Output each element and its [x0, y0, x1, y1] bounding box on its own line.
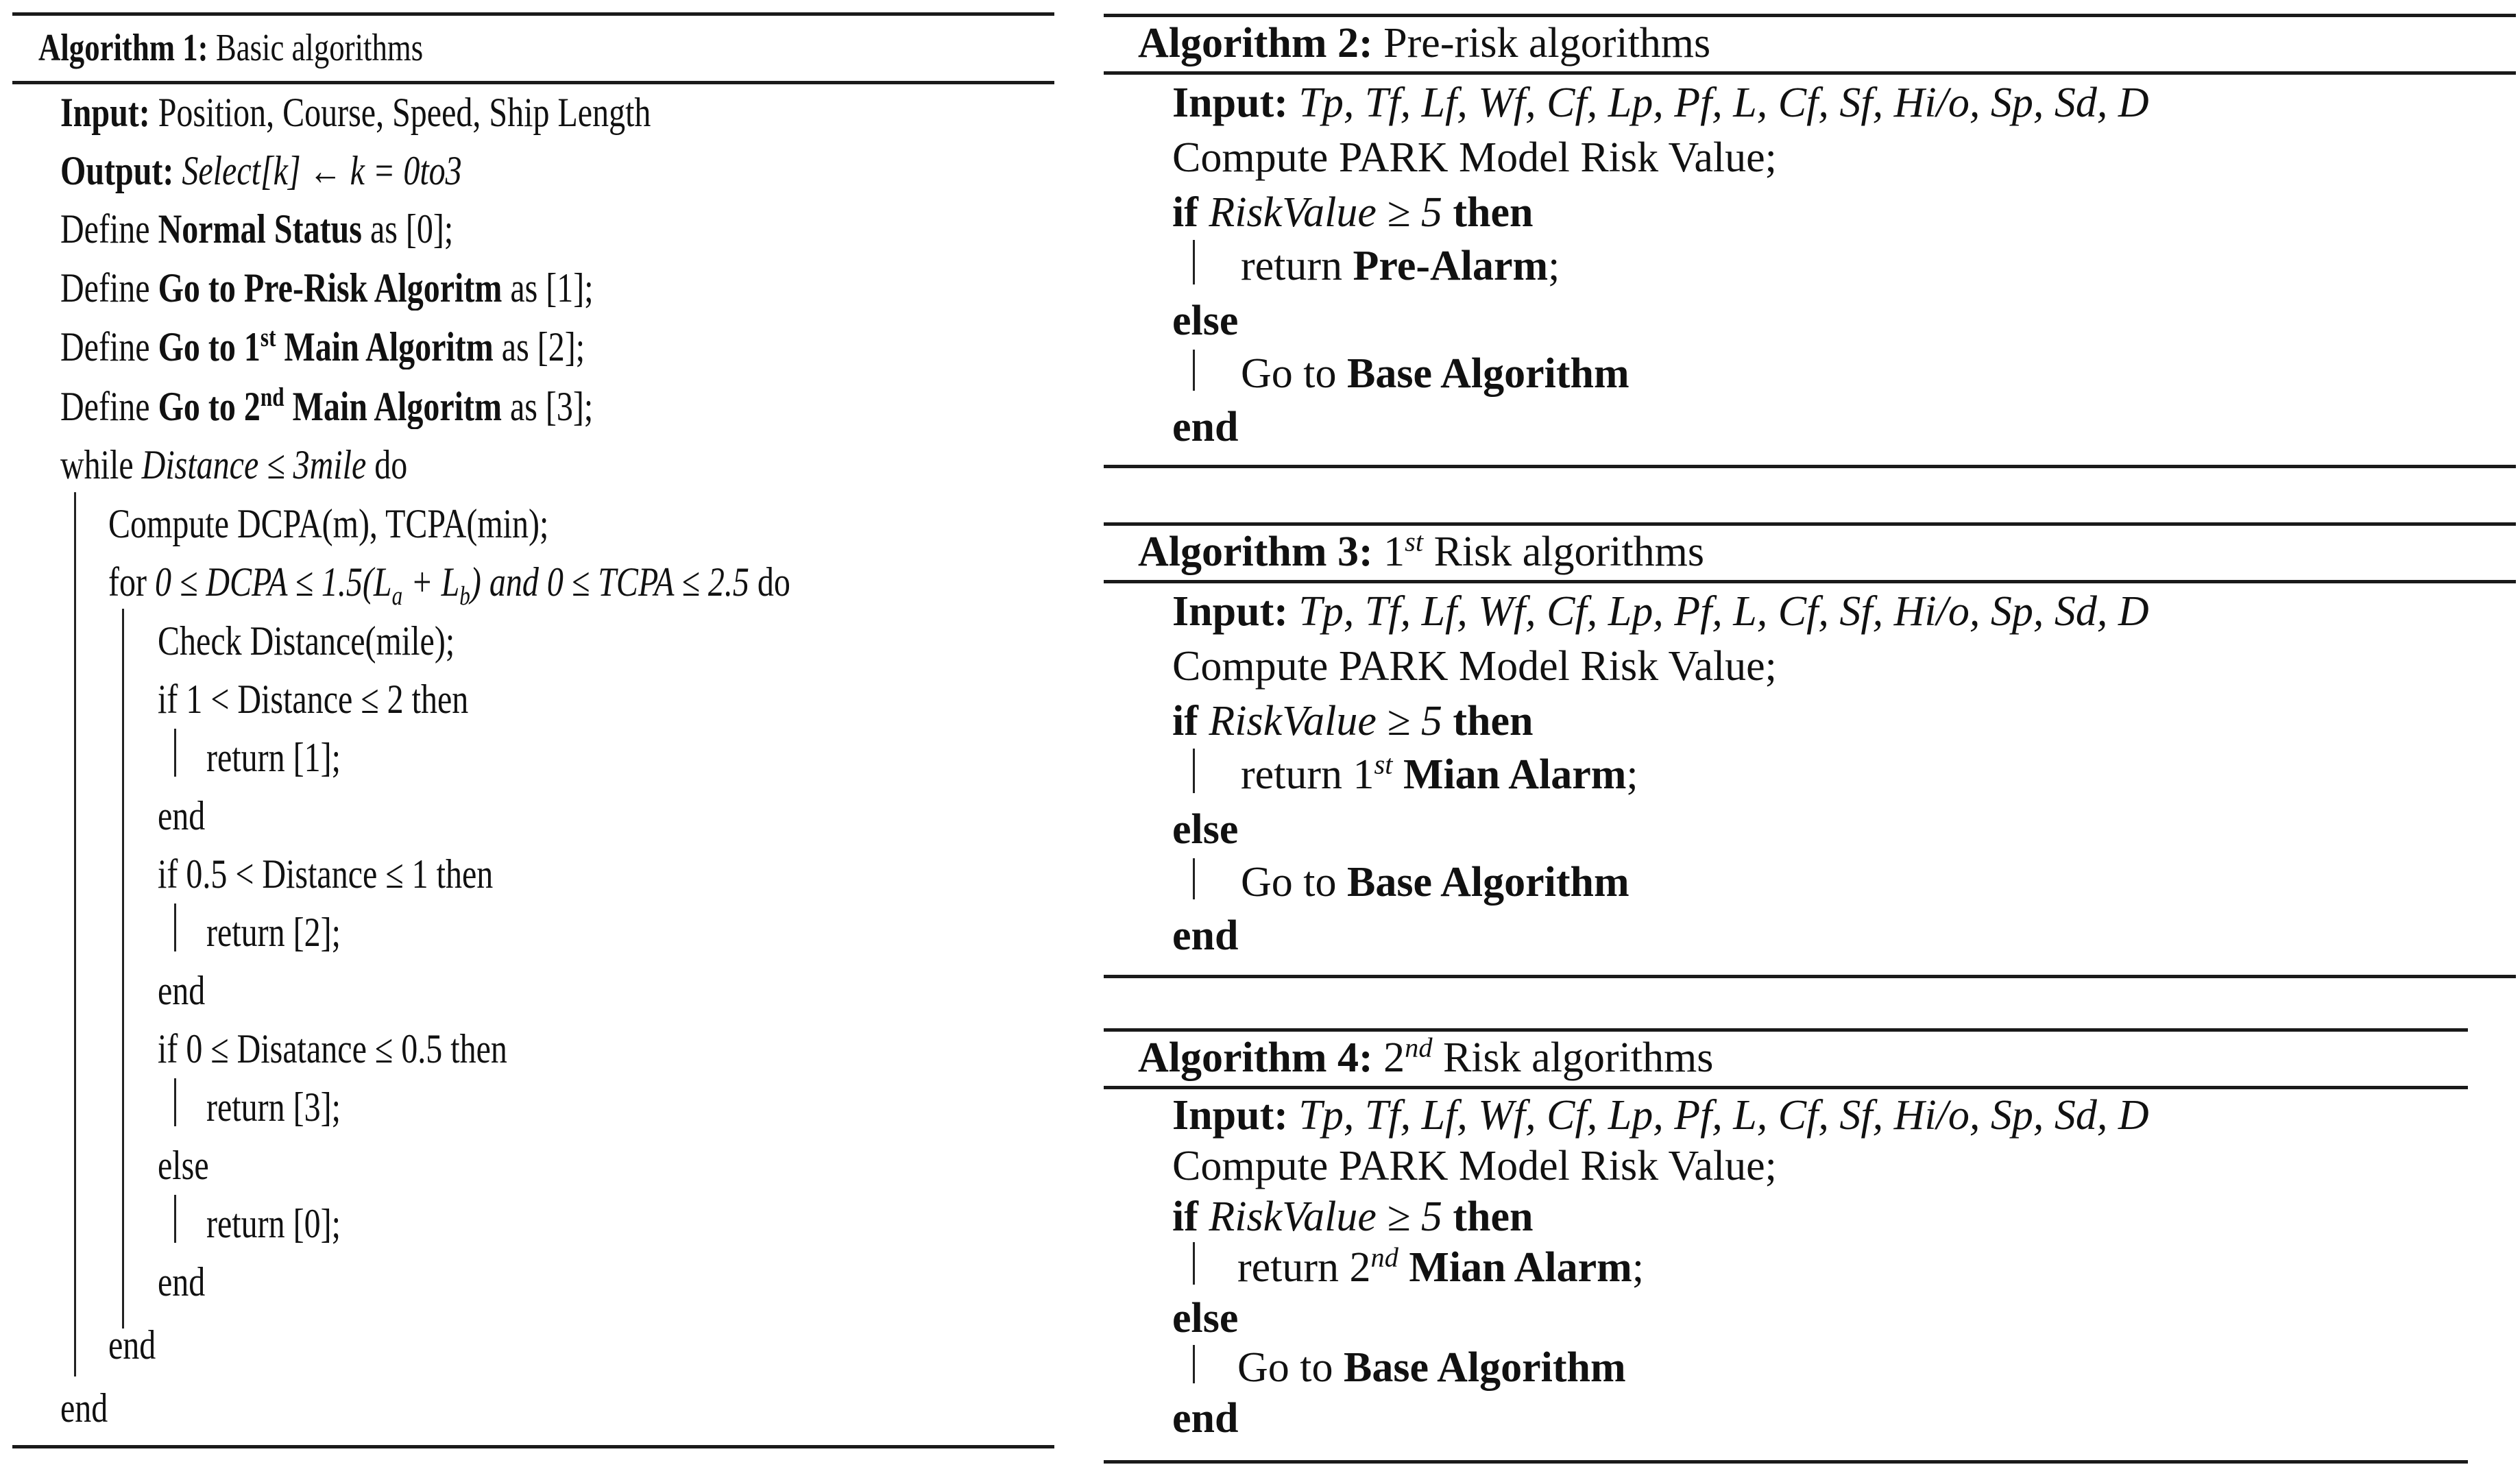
- if-line: [1172, 1193, 1534, 1241]
- subscript: a: [391, 581, 403, 611]
- return-line: [1237, 1241, 1645, 1292]
- if-condition: if 0 ≤ Disatance ≤ 0.5 then: [158, 1026, 507, 1071]
- else-keyword: else: [1172, 298, 1239, 344]
- check-text: Check Distance(mile);: [158, 618, 455, 664]
- define-line-3: [60, 324, 585, 371]
- if-line: [1172, 697, 1534, 746]
- define-keyword: Define: [60, 265, 150, 311]
- return-line-1: [206, 734, 341, 781]
- caption-title: Risk algorithms: [1433, 529, 1704, 575]
- if-line-1: [158, 676, 468, 723]
- if-condition: RiskValue ≥ 5: [1209, 189, 1442, 236]
- bottom-rule: [1104, 1460, 2468, 1464]
- return-text: return [0];: [206, 1201, 341, 1246]
- define-line-4: [60, 383, 593, 430]
- algorithm-2-caption: [1138, 19, 1710, 68]
- for-condition: [154, 559, 481, 611]
- algorithm-1-caption: [38, 26, 423, 70]
- return-line-0: [206, 1200, 341, 1248]
- ordinal-sup: st: [260, 323, 276, 352]
- algorithm-4-caption: [1138, 1034, 1713, 1082]
- goto-text: Go to: [1237, 1344, 1333, 1391]
- output-text: Select[k] ← k = 0to3: [182, 148, 462, 193]
- if-block-bar: [1193, 749, 1195, 793]
- for-cond-part: 0 ≤ DCPA ≤ 1.5(L: [154, 559, 392, 605]
- else-keyword: else: [1172, 1295, 1239, 1342]
- algorithm-3-box: [1104, 522, 2516, 982]
- input-line: [1172, 1091, 2149, 1140]
- else-block-bar: [1193, 350, 1195, 391]
- goto-line: [1241, 350, 1629, 398]
- end-keyword: end: [158, 968, 206, 1013]
- semicolon: ;: [1548, 243, 1560, 289]
- bottom-rule: [12, 1445, 1054, 1448]
- else-keyword: else: [158, 1143, 209, 1188]
- compute-text: Compute PARK Model Risk Value;: [1172, 1143, 1777, 1189]
- caption-rule: [12, 81, 1054, 84]
- return-line: [1241, 242, 1560, 291]
- top-rule: [12, 12, 1054, 16]
- then-keyword: then: [1453, 189, 1534, 236]
- define-name-part: Go to 2: [158, 384, 261, 429]
- else-block-bar: [1193, 1345, 1195, 1383]
- top-rule: [1104, 522, 2516, 526]
- end-keyword: end: [1172, 912, 1239, 959]
- compute-line: [1172, 1142, 1777, 1191]
- return-value: Pre-Alarm: [1353, 243, 1549, 289]
- check-line: [158, 618, 455, 665]
- top-rule: [1104, 1028, 2468, 1032]
- input-line: [1172, 587, 2149, 636]
- compute-text: Compute DCPA(m), TCPA(min);: [108, 501, 549, 546]
- for-cond-part: ): [470, 559, 481, 605]
- return-keyword: return 2: [1237, 1244, 1371, 1291]
- do-keyword: do: [374, 442, 408, 487]
- if-line: [1172, 189, 1534, 237]
- ordinal-sup: nd: [1405, 1032, 1433, 1063]
- if-keyword: if: [1172, 698, 1198, 744]
- if-block-bar: [1193, 240, 1195, 284]
- caption-title: Basic algorithms: [215, 27, 424, 69]
- caption-title: Risk algorithms: [1442, 1034, 1714, 1081]
- if-keyword: if: [1172, 1193, 1198, 1240]
- input-text: Tp, Tf, Lf, Wf, Cf, Lp, Pf, L, Cf, Sf, Hi/o, Sp, Sd, D: [1298, 1092, 2149, 1139]
- ordinal-sup: nd: [1370, 1241, 1398, 1273]
- goto-target: Base Algorithm: [1347, 859, 1629, 906]
- return-text: return [2];: [206, 910, 341, 955]
- return-line-2: [206, 909, 341, 956]
- end-keyword: end: [1172, 404, 1239, 450]
- if-condition: RiskValue ≥ 5: [1209, 698, 1442, 744]
- ordinal-sup: nd: [260, 383, 284, 412]
- return-line: [1241, 751, 1638, 799]
- while-condition: Distance ≤ 3mile: [141, 442, 367, 487]
- if-block-bar: [174, 903, 176, 951]
- define-line-1: [60, 206, 453, 253]
- return-line-3: [206, 1084, 341, 1131]
- do-keyword: do: [757, 559, 790, 605]
- input-text: Position, Course, Speed, Ship Length: [158, 90, 651, 135]
- compute-text: Compute PARK Model Risk Value;: [1172, 643, 1777, 690]
- if-block-bar: [1193, 1242, 1195, 1285]
- define-value: as [0];: [369, 206, 454, 252]
- define-name: Normal Status: [158, 206, 362, 252]
- else-block-bar: [1193, 858, 1195, 899]
- semicolon: ;: [1632, 1244, 1645, 1291]
- caption-number: 2: [1383, 1034, 1405, 1081]
- caption-number: 1: [1383, 529, 1405, 575]
- goto-target: Base Algorithm: [1344, 1344, 1626, 1391]
- top-rule: [1104, 14, 2516, 17]
- else-block-bar: [174, 1195, 176, 1243]
- end-for: [108, 1322, 156, 1369]
- end-line: [1172, 403, 1238, 452]
- define-value: as [3];: [509, 384, 594, 429]
- define-name-part: Main Algoritm: [276, 324, 494, 369]
- algorithm-2-box: [1104, 14, 2516, 473]
- define-line-2: [60, 265, 594, 312]
- then-keyword: then: [1453, 698, 1534, 744]
- output-label: Output:: [60, 148, 174, 193]
- bottom-rule: [1104, 975, 2516, 978]
- else-keyword: else: [1172, 806, 1239, 853]
- define-name: [158, 324, 494, 369]
- compute-line: [108, 500, 548, 548]
- end-keyword: end: [108, 1322, 156, 1368]
- while-block-bar: [74, 492, 76, 1376]
- if-block-bar: [174, 1078, 176, 1126]
- end-keyword: end: [1172, 1395, 1239, 1442]
- if-keyword: if: [1172, 189, 1198, 236]
- else-line: [1172, 805, 1238, 854]
- if-line-3: [158, 1026, 507, 1073]
- input-line: [1172, 79, 2149, 128]
- compute-line: [1172, 134, 1777, 182]
- input-line: [60, 89, 651, 136]
- compute-text: Compute PARK Model Risk Value;: [1172, 134, 1777, 181]
- input-label: Input:: [1172, 1092, 1288, 1139]
- else-line: [158, 1142, 209, 1189]
- end-keyword: end: [158, 1259, 206, 1305]
- return-value: Mian Alarm: [1409, 1244, 1632, 1291]
- define-value: as [2];: [501, 324, 585, 369]
- end-keyword: end: [158, 793, 206, 838]
- define-name: Go to Pre-Risk Algoritm: [158, 265, 502, 311]
- caption-prefix: Algorithm 3:: [1138, 529, 1373, 575]
- caption-rule: [1104, 580, 2516, 583]
- subscript: b: [459, 581, 470, 611]
- for-cond-part: + L: [402, 559, 460, 605]
- input-label: Input:: [1172, 80, 1288, 126]
- return-keyword: return 1: [1241, 751, 1374, 798]
- if-line-2: [158, 851, 493, 898]
- end-if-2: [158, 967, 205, 1015]
- define-name-part: Go to 1: [158, 324, 261, 369]
- for-condition-2: 0 ≤ TCPA ≤ 2.5: [546, 559, 749, 605]
- compute-line: [1172, 642, 1777, 691]
- end-keyword: end: [60, 1385, 108, 1431]
- else-line: [1172, 1294, 1238, 1343]
- input-label: Input:: [1172, 588, 1288, 635]
- while-line: [60, 441, 407, 489]
- algorithm-4-box: [1104, 1028, 2468, 1467]
- caption-rule: [1104, 71, 2516, 75]
- caption-prefix: Algorithm 2:: [1138, 20, 1373, 66]
- caption-prefix: Algorithm 1:: [38, 27, 208, 69]
- semicolon: ;: [1626, 751, 1638, 798]
- if-condition: RiskValue ≥ 5: [1209, 1193, 1442, 1240]
- ordinal-sup: st: [1374, 749, 1393, 780]
- return-keyword: return: [1241, 243, 1343, 289]
- algorithm-1-box: [12, 12, 1054, 1466]
- caption-prefix: Algorithm 4:: [1138, 1034, 1373, 1081]
- define-name-part: Main Algoritm: [284, 384, 502, 429]
- caption-title: Pre-risk algorithms: [1383, 20, 1711, 66]
- goto-text: Go to: [1241, 350, 1337, 397]
- bottom-rule: [1104, 465, 2516, 468]
- for-block-bar: [122, 609, 124, 1329]
- define-name: [158, 384, 502, 429]
- caption-rule: [1104, 1086, 2468, 1089]
- for-line: [108, 559, 790, 611]
- end-line: [1172, 1394, 1238, 1443]
- goto-line: [1237, 1344, 1626, 1392]
- input-text: Tp, Tf, Lf, Wf, Cf, Lp, Pf, L, Cf, Sf, Hi/o, Sp, Sd, D: [1298, 588, 2149, 635]
- return-value: Mian Alarm: [1403, 751, 1627, 798]
- for-keyword: for: [108, 559, 147, 605]
- input-text: Tp, Tf, Lf, Wf, Cf, Lp, Pf, L, Cf, Sf, Hi/o, Sp, Sd, D: [1298, 80, 2149, 126]
- then-keyword: then: [1453, 1193, 1534, 1240]
- if-block-bar: [174, 729, 176, 777]
- define-keyword: Define: [60, 324, 150, 369]
- define-value: as [1];: [510, 265, 594, 311]
- end-while: [60, 1385, 108, 1432]
- while-keyword: while: [60, 442, 134, 487]
- end-if-3: [158, 1259, 205, 1306]
- else-line: [1172, 297, 1238, 345]
- and-word: and: [489, 559, 539, 605]
- goto-line: [1241, 858, 1629, 907]
- return-text: return [1];: [206, 735, 341, 780]
- define-keyword: Define: [60, 206, 150, 252]
- ordinal-sup: st: [1405, 526, 1424, 557]
- algorithm-3-caption: [1138, 528, 1704, 577]
- output-line: [60, 147, 462, 195]
- if-condition: if 0.5 < Distance ≤ 1 then: [158, 851, 494, 897]
- input-label: Input:: [60, 90, 150, 135]
- goto-text: Go to: [1241, 859, 1337, 906]
- define-keyword: Define: [60, 384, 150, 429]
- end-if-1: [158, 792, 205, 840]
- return-text: return [3];: [206, 1084, 341, 1130]
- goto-target: Base Algorithm: [1347, 350, 1629, 397]
- end-line: [1172, 912, 1238, 960]
- if-condition: if 1 < Distance ≤ 2 then: [158, 677, 469, 722]
